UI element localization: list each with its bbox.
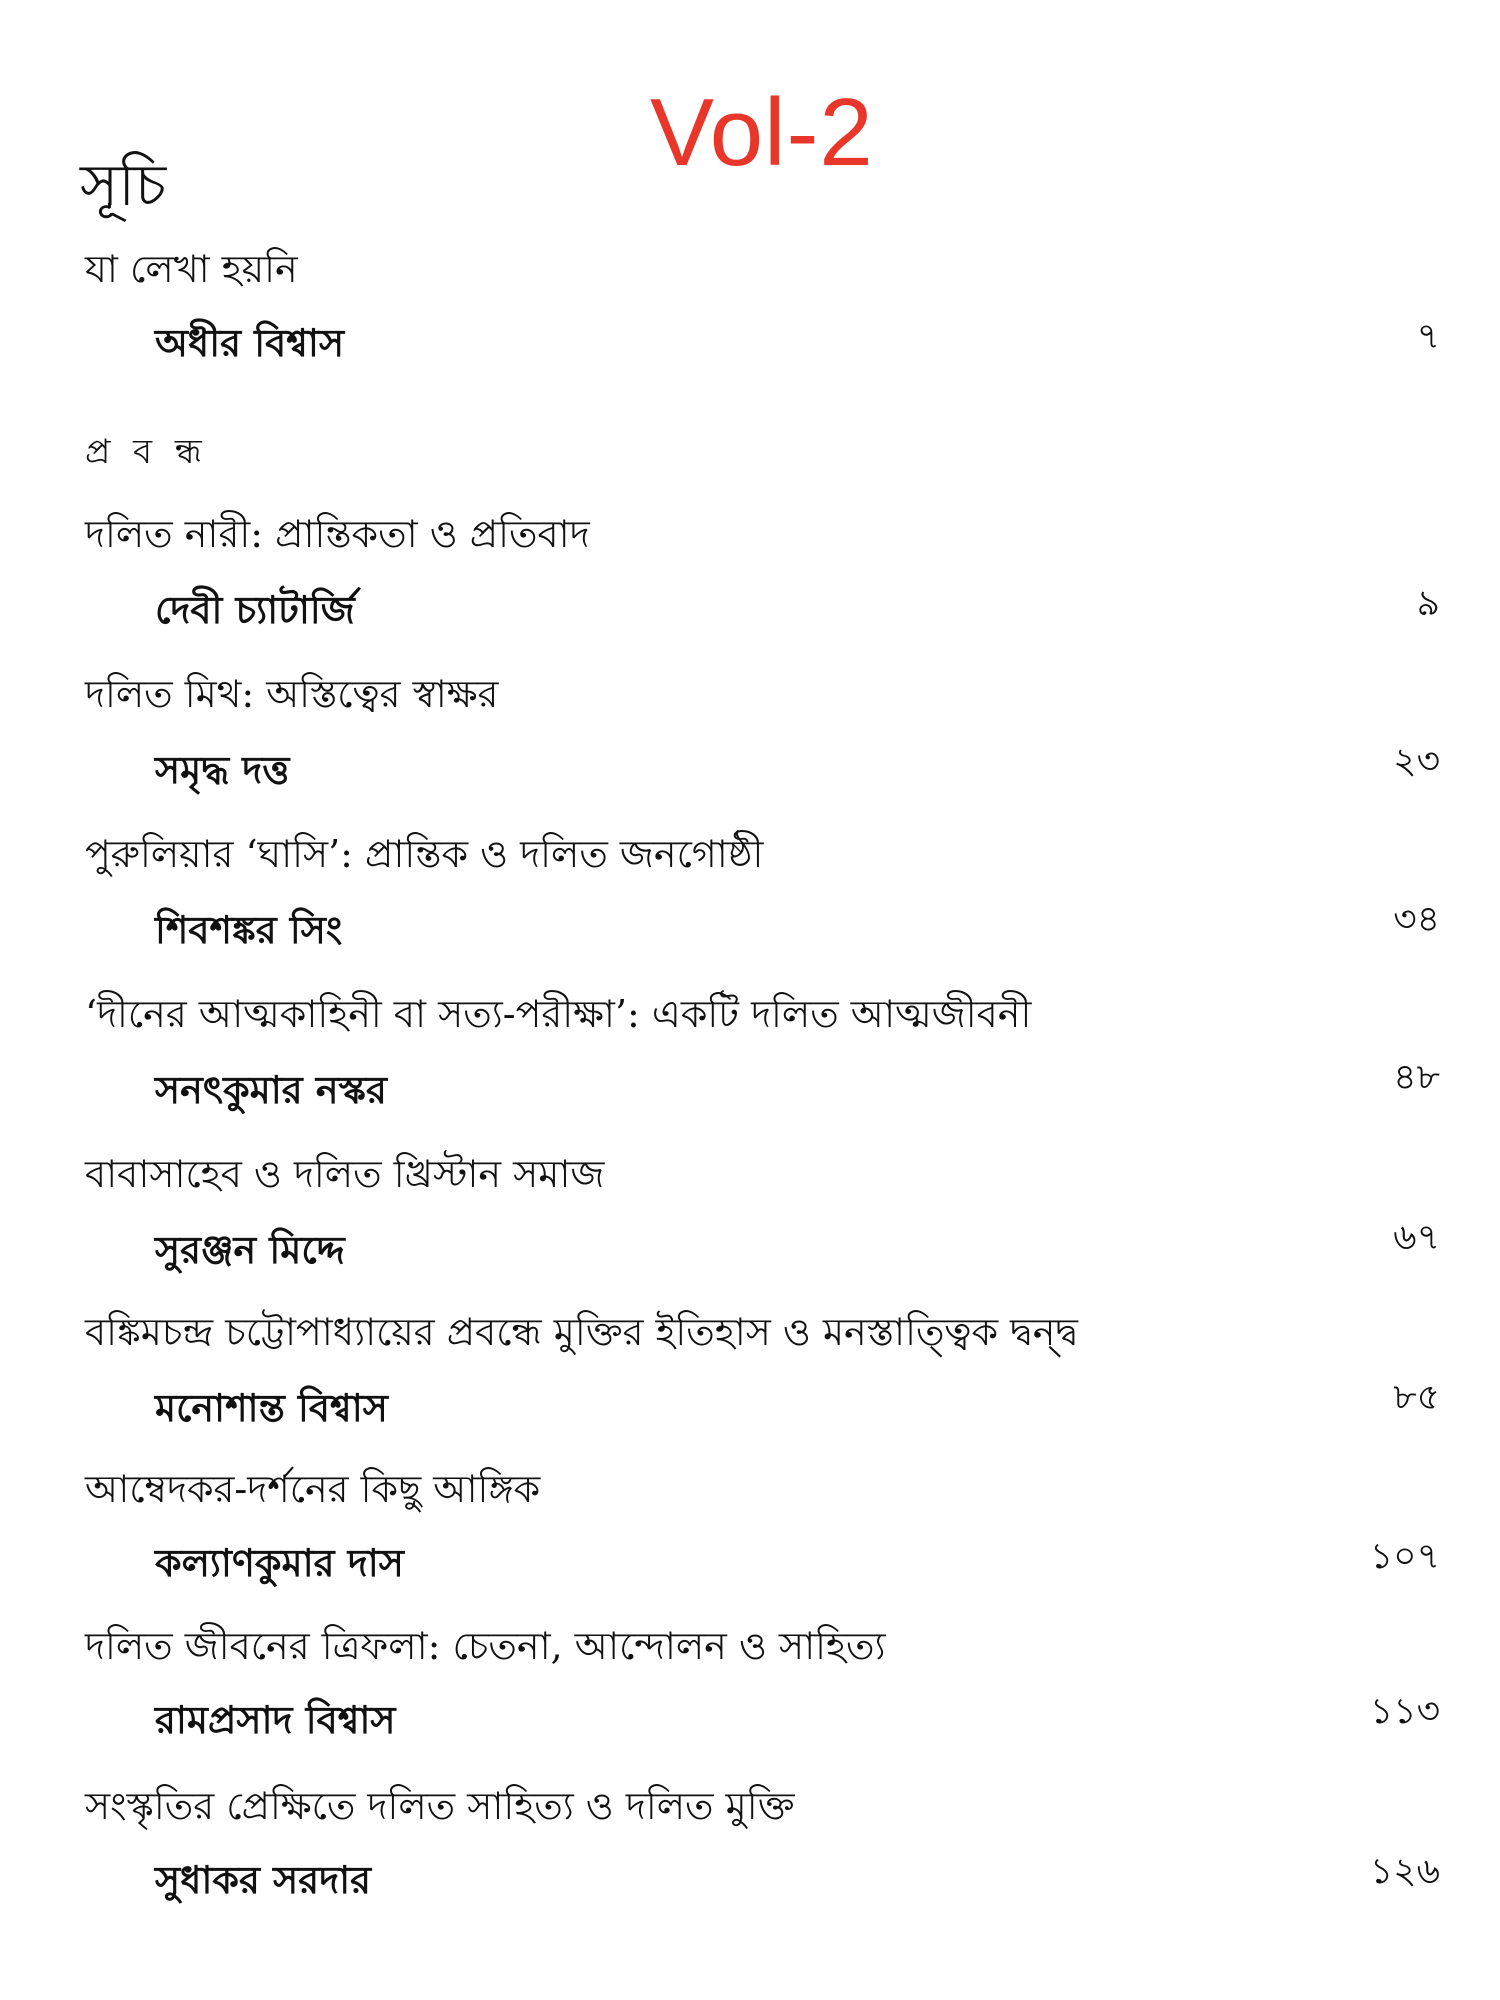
entry-page-number: ১০৭ — [1369, 1536, 1440, 1577]
entry-author: কল্যাণকুমার দাস — [155, 1540, 404, 1585]
entry-title: পুরুলিয়ার ‘ঘাসি’: প্রান্তিক ও দলিত জনগোষ্ঠী — [85, 832, 764, 876]
entry-title: সংস্কৃতির প্রেক্ষিতে দলিত সাহিত্য ও দলিত মুক্তি — [85, 1784, 795, 1828]
toc-heading: সূচি — [80, 151, 167, 219]
entry-page-number: ২৩ — [1393, 741, 1440, 782]
entry-page-number: ১২৬ — [1369, 1851, 1440, 1892]
entry-title: দলিত মিথ: অস্তিত্বের স্বাক্ষর — [85, 672, 499, 716]
entry-author: সনৎকুমার নস্কর — [155, 1067, 387, 1112]
volume-label: Vol-2 — [650, 79, 874, 186]
entry-title: দলিত নারী: প্রান্তিকতা ও প্রতিবাদ — [85, 512, 590, 556]
entry-title: আম্বেদকর-দর্শনের কিছু আঙ্গিক — [85, 1467, 541, 1511]
entry-page-number: ৬৭ — [1393, 1217, 1440, 1258]
entry-title: বাবাসাহেব ও দলিত খ্রিস্টান সমাজ — [85, 1152, 605, 1196]
entry-title: যা লেখা হয়নি — [85, 247, 298, 291]
entry-page-number: ৭ — [1416, 316, 1440, 357]
entry-author: সুধাকর সরদার — [155, 1857, 372, 1902]
entry-author: রামপ্রসাদ বিশ্বাস — [155, 1697, 396, 1742]
entry-author: অধীর বিশ্বাস — [155, 320, 345, 365]
entry-author: শিবশঙ্কর সিং — [155, 907, 343, 952]
section-label-essays: প্র ব ন্ধ — [85, 432, 208, 472]
entry-page-number: ১১৩ — [1369, 1691, 1440, 1732]
entry-author: মনোশান্ত বিশ্বাস — [155, 1385, 388, 1430]
entry-page-number: ৩৪ — [1393, 899, 1440, 940]
entry-page-number: ৮৫ — [1393, 1377, 1440, 1418]
entry-page-number: ৪৮ — [1393, 1057, 1440, 1098]
entry-page-number: ৯ — [1416, 583, 1440, 624]
entry-title: ‘দীনের আত্মকাহিনী বা সত্য-পরীক্ষা’: একটি দলিত আত্মজীবনী — [85, 992, 1032, 1036]
entry-author: দেবী চ্যাটার্জি — [155, 587, 355, 632]
entry-author: সমৃদ্ধ দত্ত — [155, 747, 290, 792]
entry-title: বঙ্কিমচন্দ্র চট্টোপাধ্যায়ের প্রবন্ধে মুক্তির ইতিহাস ও মনস্তাত্ত্বিক দ্বন্দ্ব — [85, 1310, 1078, 1354]
entry-title: দলিত জীবনের ত্রিফলা: চেতনা, আন্দোলন ও সাহিত্য — [85, 1624, 886, 1668]
entry-author: সুরঞ্জন মিদ্দে — [155, 1227, 345, 1272]
